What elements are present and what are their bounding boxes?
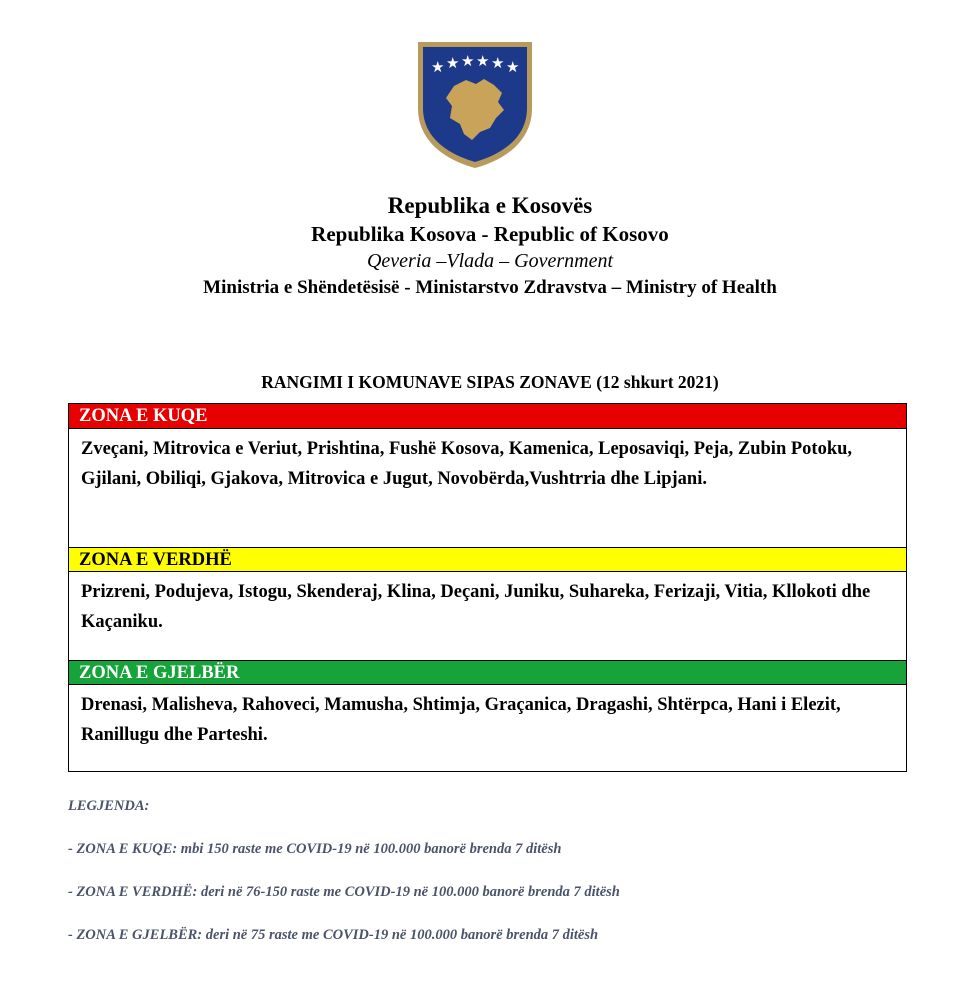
svg-text:★: ★ — [506, 58, 520, 76]
svg-text:★: ★ — [461, 52, 475, 70]
legend-title: LEGJENDA: — [68, 798, 150, 814]
header-ministry: Ministria e Shëndetësisë - Ministarstvo Zdravstva – Ministry of Health — [203, 277, 777, 298]
header-government: Qeveria –Vlada – Government — [366, 250, 614, 272]
header-republic-albanian: Republika e Kosovës — [387, 193, 593, 218]
zone-green-header: ZONA E GJELBËR — [69, 660, 906, 685]
legend-zone-label: - ZONA E VERDHË: — [68, 884, 198, 900]
legend-zone-label: - ZONA E KUQE: — [68, 841, 178, 857]
legend-item-yellow — [68, 882, 928, 925]
document-title: RANGIMI I KOMUNAVE SIPAS ZONAVE (12 shkurt 2021) — [261, 372, 719, 392]
zones-table — [68, 403, 907, 772]
svg-text:★: ★ — [491, 54, 505, 72]
zone-red-municipalities: Zveçani, Mitrovica e Veriut, Prishtina, Fushë Kosova, Kamenica, Leposaviqi, Peja, Zubin Potoku, Gjilani, Obiliqi, Gjakova, Mitrovica e Jugut, Novobërda,Vushtrria dhe Lipjani. — [81, 439, 853, 489]
zone-red-header: ZONA E KUQE — [69, 404, 906, 429]
svg-text:★: ★ — [446, 54, 460, 72]
zone-yellow-header: ZONA E VERDHË — [69, 547, 906, 572]
legend-item-red — [68, 839, 928, 882]
kosovo-coat-of-arms-icon — [414, 38, 536, 170]
legend-description: deri në 76-150 raste me COVID-19 në 100.000 banorë brenda 7 ditësh — [197, 884, 620, 900]
legend-description: deri në 75 raste me COVID-19 në 100.000 banorë brenda 7 ditësh — [202, 927, 599, 943]
svg-text:★: ★ — [476, 52, 490, 70]
legend-zone-label: - ZONA E GJELBËR: — [68, 927, 203, 943]
zone-yellow-municipalities: Prizreni, Podujeva, Istogu, Skenderaj, Klina, Deçani, Juniku, Suhareka, Ferizaji, Vitia, Kllokoti dhe Kaçaniku. — [81, 582, 871, 632]
legend-description: mbi 150 raste me COVID-19 në 100.000 banorë brenda 7 ditësh — [177, 841, 562, 857]
legend-item-green — [68, 925, 928, 968]
zone-green-municipalities: Drenasi, Malisheva, Rahoveci, Mamusha, Shtimja, Graçanica, Dragashi, Shtërpca, Hani i Elezit, Ranillugu dhe Parteshi. — [81, 695, 841, 745]
legend — [68, 796, 928, 968]
svg-text:★: ★ — [431, 58, 445, 76]
header-republic-serbian-english: Republika Kosova - Republic of Kosovo — [311, 222, 669, 246]
